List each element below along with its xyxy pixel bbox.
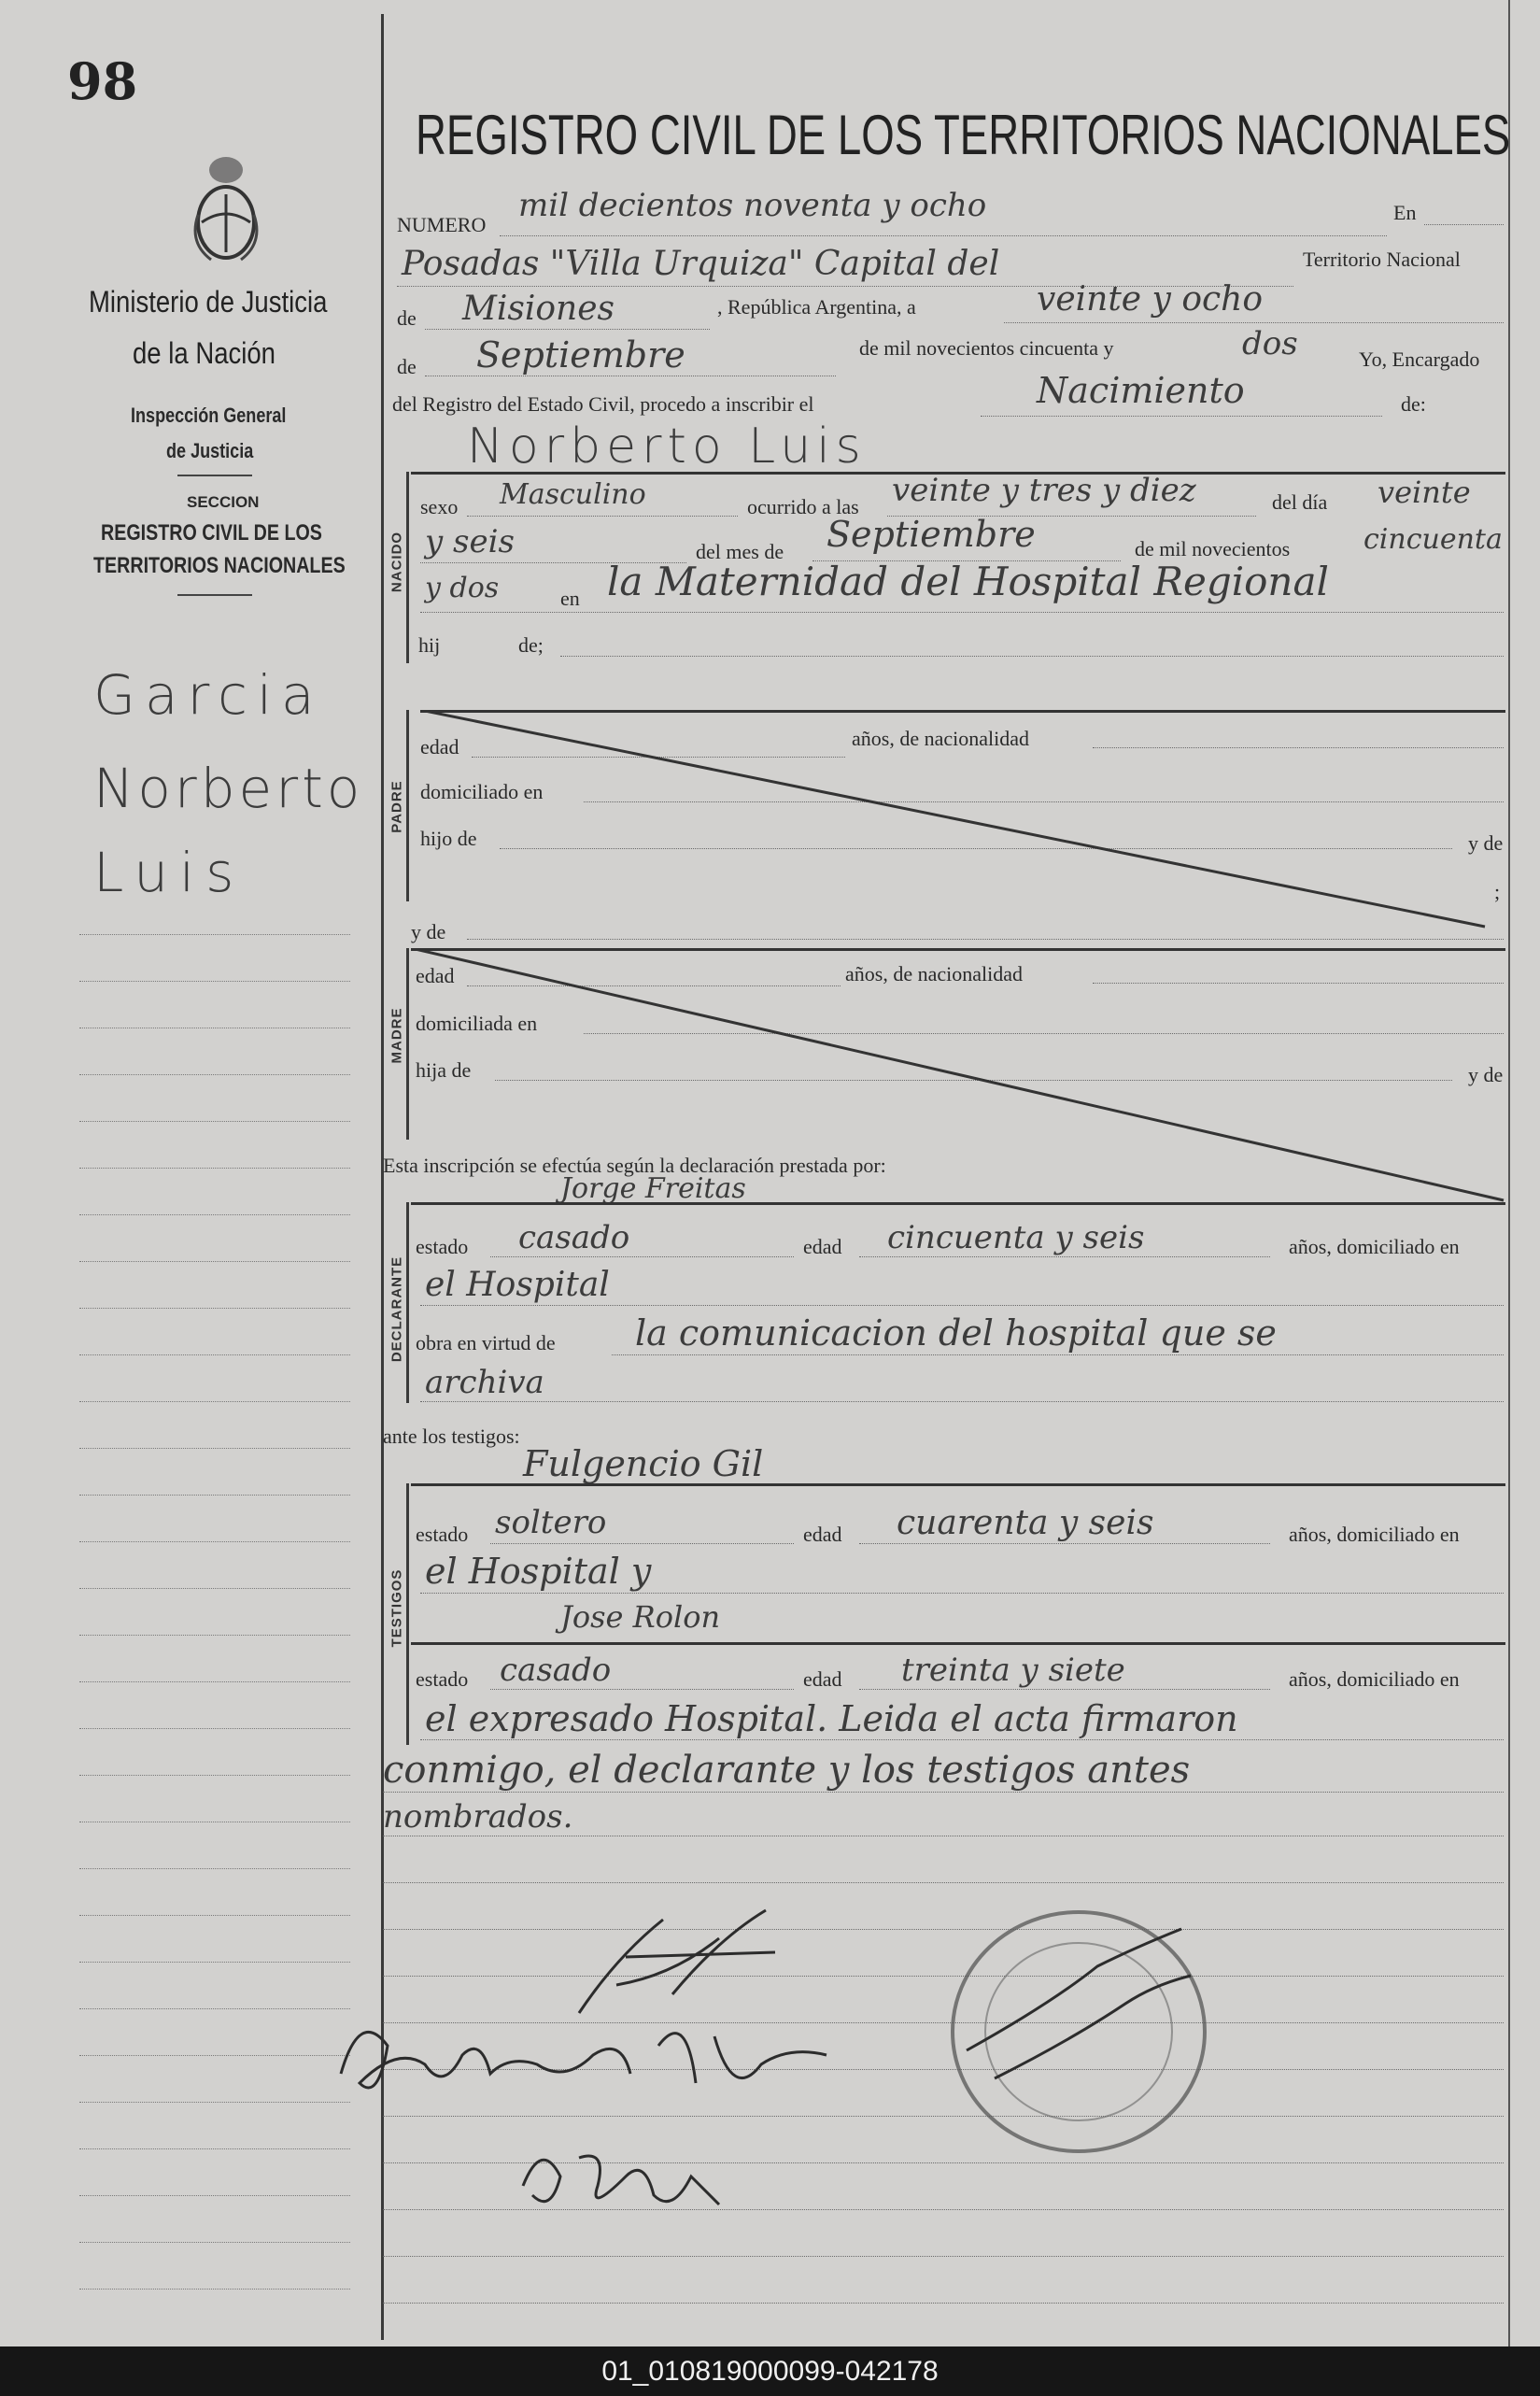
registro-label: del Registro del Estado Civil, procedo a inscribir el	[392, 392, 814, 416]
nacido-section-label: NACIDO	[389, 531, 405, 593]
margin-ruled-line	[79, 1261, 350, 1262]
margin-ruled-line	[79, 1308, 350, 1309]
page-ruled-line	[383, 2303, 1504, 2304]
margin-ruled-line	[79, 2008, 350, 2009]
margin-ruled-line	[79, 2242, 350, 2243]
margin-ruled-line	[79, 1401, 350, 1402]
month-value: Septiembre	[476, 334, 685, 376]
margin-ruled-line	[79, 1915, 350, 1916]
witness2-domicilio-label: años, domiciliado en	[1289, 1667, 1460, 1691]
declarante-intro: Esta inscripción se efectúa según la declaración prestada por:	[383, 1154, 886, 1177]
official-seal	[939, 1892, 1219, 2172]
margin-ruled-line	[79, 1775, 350, 1776]
declarante-obra-value-2: archiva	[425, 1364, 544, 1401]
year-label-birth: de mil novecientos	[1135, 537, 1291, 560]
padre-domicilio-label: domiciliado en	[420, 780, 544, 803]
declarante-estado-value: casado	[518, 1219, 630, 1256]
signature-witness2	[504, 2120, 728, 2223]
en-label-birth: en	[560, 587, 580, 610]
page-title: REGISTRO CIVIL DE LOS TERRITORIOS NACIONALES	[416, 104, 1511, 166]
hij-label: hij	[418, 633, 441, 657]
mes-label: del mes de	[696, 540, 784, 563]
margin-note-surname: Garcia	[93, 663, 324, 727]
padre-strikethrough	[420, 710, 1508, 934]
del-dia-label: del día	[1272, 490, 1328, 514]
witness2-estado-value: casado	[500, 1652, 612, 1689]
divider	[177, 475, 252, 476]
margin-ruled-line	[79, 1354, 350, 1355]
de-label-birth: de;	[518, 633, 544, 657]
padre-y-de-label: y de	[1468, 831, 1504, 855]
margin-ruled-line	[79, 981, 350, 982]
territorio-label: Territorio Nacional	[1303, 248, 1461, 271]
closing-line-1: conmigo, el declarante y los testigos antes	[383, 1749, 1191, 1792]
margin-ruled-line	[79, 1962, 350, 1963]
declarante-obra-label: obra en virtud de	[416, 1331, 556, 1354]
year-value: dos	[1242, 325, 1298, 362]
witness1-name: Fulgencio Gil	[523, 1443, 764, 1484]
signature-witness1	[322, 1990, 845, 2120]
declarante-domicilio-value: el Hospital	[425, 1266, 610, 1304]
padre-nacionalidad-label: años, de nacionalidad	[852, 727, 1029, 750]
madre-domicilio-label: domiciliada en	[416, 1012, 538, 1035]
margin-ruled-line	[79, 1121, 350, 1122]
declarante-domicilio-label: años, domiciliado en	[1289, 1235, 1460, 1258]
margin-ruled-line	[79, 2289, 350, 2290]
testigos-intro: ante los testigos:	[383, 1425, 520, 1448]
witness2-domicilio-value: el expresado Hospital. Leida el acta firmaron	[425, 1698, 1238, 1739]
declarante-section-label: DECLARANTE	[389, 1255, 405, 1363]
section-name: REGISTRO CIVIL DE LOS	[101, 520, 322, 546]
margin-ruled-line	[79, 2055, 350, 2056]
madre-nacionalidad-label: años, de nacionalidad	[845, 962, 1023, 985]
margin-ruled-line	[79, 934, 350, 935]
margin-ruled-line	[79, 1728, 350, 1729]
madre-bracket	[406, 948, 409, 1140]
witness2-estado-label: estado	[416, 1667, 469, 1691]
margin-ruled-line	[79, 1635, 350, 1636]
testigos-section-label: TESTIGOS	[389, 1568, 405, 1648]
page-number: 98	[67, 51, 138, 111]
madre-y-de-label: y de	[1468, 1063, 1504, 1086]
margin-ruled-line	[79, 1868, 350, 1869]
day-value-b: y seis	[425, 523, 515, 560]
encargado-label: Yo, Encargado	[1359, 347, 1480, 371]
year-value-b: y dos	[425, 572, 500, 604]
witness1-edad-value: cuarenta y seis	[897, 1504, 1154, 1542]
padre-semicolon: ;	[1494, 880, 1501, 903]
padre-bracket	[406, 710, 409, 901]
margin-ruled-line	[79, 2148, 350, 2149]
witness2-rule	[411, 1642, 1505, 1645]
testigos-bracket	[406, 1483, 409, 1745]
section-label: SECCION	[187, 493, 260, 511]
inspection-name: Inspección General	[131, 404, 287, 427]
margin-ruled-line	[79, 2195, 350, 2196]
year-label: de mil novecientos cincuenta y	[859, 336, 1114, 360]
right-edge	[1508, 0, 1510, 2346]
numero-value: mil decientos noventa y ocho	[518, 187, 987, 224]
registered-name: Norberto Luis	[467, 418, 867, 475]
margin-ruled-line	[79, 1168, 350, 1169]
place-value: Posadas "Villa Urquiza" Capital del	[402, 245, 1000, 283]
en-label: En	[1393, 201, 1417, 224]
inspection-name-2: de Justicia	[166, 439, 254, 462]
margin-ruled-line	[79, 1214, 350, 1215]
declarante-edad-value: cincuenta y seis	[887, 1219, 1145, 1256]
year-value-a: cincuenta	[1363, 523, 1503, 556]
ministry-name: Ministerio de Justicia	[89, 285, 328, 319]
declarante-top-rule	[411, 1202, 1505, 1205]
madre-edad-label: edad	[416, 964, 455, 987]
margin-ruled-line	[79, 1495, 350, 1496]
act-value: Nacimiento	[1037, 370, 1245, 411]
madre-hija-label: hija de	[416, 1058, 472, 1082]
witness1-edad-label: edad	[803, 1523, 842, 1546]
margin-ruled-line	[79, 1541, 350, 1542]
margin-ruled-line	[79, 1588, 350, 1589]
declarante-bracket	[406, 1202, 409, 1403]
padre-edad-label: edad	[420, 735, 459, 758]
image-code-footer: 01_010819000099-042178	[0, 2346, 1540, 2396]
section-name-2: TERRITORIOS NACIONALES	[93, 553, 346, 578]
declarante-edad-label: edad	[803, 1235, 842, 1258]
padre-hijo-label: hijo de	[420, 827, 477, 850]
padre-section-label: PADRE	[389, 780, 405, 833]
de-label-2: de	[397, 355, 417, 378]
day-value: veinte y ocho	[1037, 280, 1264, 319]
divider	[177, 594, 252, 596]
coat-of-arms-icon	[183, 149, 269, 271]
witness1-estado-value: soltero	[495, 1504, 607, 1541]
day-value-a: veinte	[1378, 475, 1471, 510]
witness1-estado-label: estado	[416, 1523, 469, 1546]
declarante-name: Jorge Freitas	[560, 1172, 746, 1205]
de-label-3: de:	[1401, 392, 1426, 416]
nacido-bracket	[406, 472, 409, 663]
declarante-estado-label: estado	[416, 1235, 469, 1258]
margin-ruled-line	[79, 2102, 350, 2103]
birth-place-value: la Maternidad del Hospital Regional	[607, 559, 1329, 604]
witness2-edad-value: treinta y siete	[901, 1652, 1125, 1689]
madre-section-label: MADRE	[389, 1007, 405, 1064]
page-ruled-line	[383, 1882, 1504, 1883]
margin-ruled-line	[79, 1681, 350, 1682]
closing-line-2: nombrados.	[383, 1798, 573, 1836]
time-value: veinte y tres y diez	[892, 472, 1196, 509]
witness2-name: Jose Rolon	[560, 1599, 721, 1635]
territory-value: Misiones	[462, 290, 615, 328]
republica-label: , República Argentina, a	[717, 295, 916, 319]
numero-label: NUMERO	[397, 213, 487, 236]
declarante-obra-value: la comunicacion del hospital que se	[635, 1312, 1277, 1354]
sexo-label: sexo	[420, 495, 459, 518]
witness1-domicilio-value: el Hospital y	[425, 1551, 652, 1592]
ocurrido-label: ocurrido a las	[747, 495, 859, 518]
sexo-value: Masculino	[500, 478, 646, 511]
margin-ruled-line	[79, 1074, 350, 1075]
margin-note-middle-name: Luis	[93, 841, 246, 904]
testigos-top-rule	[411, 1483, 1505, 1486]
month-value-birth: Septiembre	[827, 514, 1036, 555]
de-label-1: de	[397, 306, 417, 330]
ministry-name-2: de la Nación	[133, 336, 276, 370]
madre-y-de-top-label: y de	[411, 920, 446, 943]
witness2-edad-label: edad	[803, 1667, 842, 1691]
margin-note-given-name: Norberto	[93, 757, 364, 820]
margin-ruled-line	[79, 1448, 350, 1449]
witness1-domicilio-label: años, domiciliado en	[1289, 1523, 1460, 1546]
page-ruled-line	[383, 2256, 1504, 2257]
